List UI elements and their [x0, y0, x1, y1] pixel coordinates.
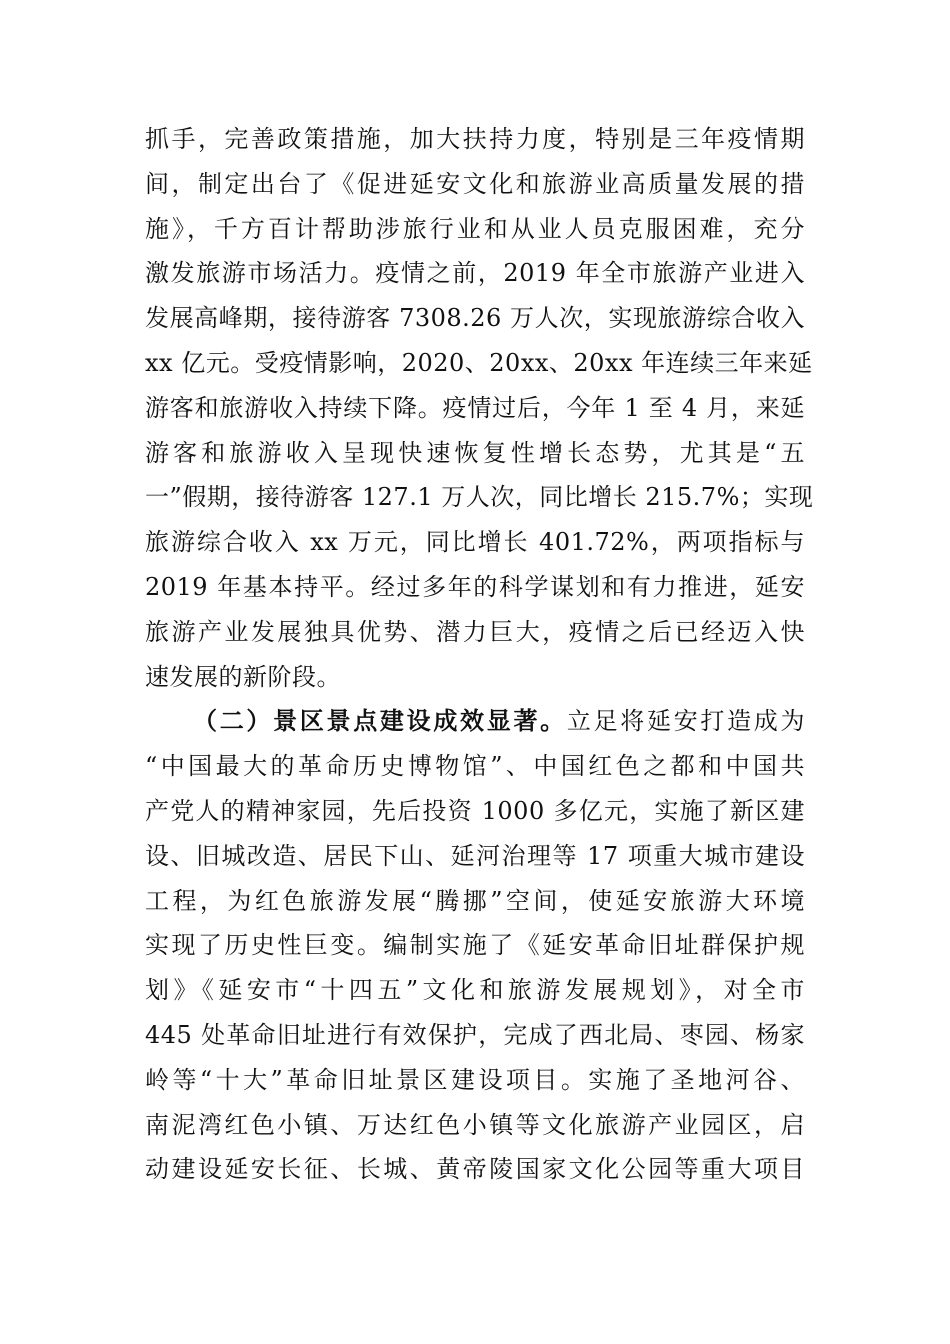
paragraph-scenic-spots: [145, 699, 805, 1192]
paragraph-line: 岭等“十大”革命旧址景区建设项目。实施了圣地河谷、: [145, 1065, 805, 1094]
paragraph-line: 旅游产业发展独具优势、潜力巨大，疫情之后已经迈入快: [145, 617, 805, 646]
paragraph-line: 工程，为红色旅游发展“腾挪”空间，使延安旅游大环境: [145, 886, 805, 915]
paragraph-line: xx 亿元。受疫情影响，2020、20xx、20xx 年连续三年来延: [145, 348, 813, 377]
paragraph-line: 一”假期，接待游客 127.1 万人次，同比增长 215.7%；实现: [145, 483, 814, 512]
document-body: [145, 117, 814, 1192]
paragraph-line: “中国最大的革命历史博物馆”、中国红色之都和中国共: [145, 752, 805, 781]
heading-continuation: 立足将延安打造成为: [566, 707, 806, 736]
paragraph-line: 速发展的新阶段。: [145, 662, 341, 691]
section-heading: （二）景区景点建设成效显著。: [193, 706, 567, 736]
paragraph-line: 间，制定出台了《促进延安文化和旅游业高质量发展的措: [145, 169, 805, 198]
paragraph-tourism-recovery: [145, 117, 814, 699]
paragraph-line: 南泥湾红色小镇、万达红色小镇等文化旅游产业园区，启: [145, 1110, 805, 1139]
paragraph-line: 激发旅游市场活力。疫情之前，2019 年全市旅游产业进入: [145, 259, 805, 288]
paragraph-line: 实现了历史性巨变。编制实施了《延安革命旧址群保护规: [145, 931, 805, 960]
paragraph-line: 445 处革命旧址进行有效保护，完成了西北局、枣园、杨家: [145, 1020, 805, 1049]
paragraph-line: 抓手，完善政策措施，加大扶持力度，特别是三年疫情期: [145, 125, 805, 153]
paragraph-line: 设、旧城改造、居民下山、延河治理等 17 项重大城市建设: [145, 841, 805, 870]
paragraph-line: 发展高峰期，接待游客 7308.26 万人次，实现旅游综合收入: [145, 304, 805, 333]
paragraph-line: 游客和旅游收入持续下降。疫情过后，今年 1 至 4 月，来延: [145, 393, 805, 422]
paragraph-line: 旅游综合收入 xx 万元，同比增长 401.72%，两项指标与: [145, 528, 805, 557]
paragraph-line: 产党人的精神家园，先后投资 1000 多亿元，实施了新区建: [145, 796, 805, 825]
paragraph-line: 游客和旅游收入呈现快速恢复性增长态势，尤其是“五: [145, 438, 805, 467]
paragraph-line: 划》《延安市“十四五”文化和旅游发展规划》，对全市: [145, 976, 805, 1005]
paragraph-first-line: [145, 699, 805, 744]
paragraph-line: 2019 年基本持平。经过多年的科学谋划和有力推进，延安: [145, 572, 805, 601]
paragraph-line: 动建设延安长征、长城、黄帝陵国家文化公园等重大项目: [145, 1155, 805, 1184]
paragraph-line: 施》，千方百计帮助涉旅行业和从业人员克服困难，充分: [145, 214, 805, 243]
